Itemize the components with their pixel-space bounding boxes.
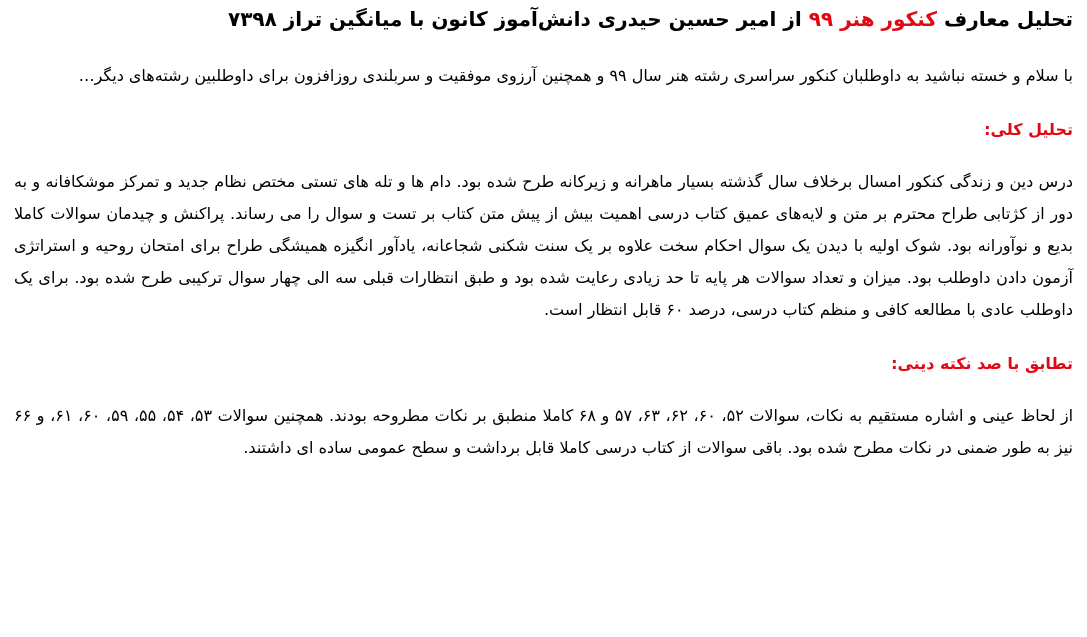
title-part2: از امیر حسین حیدری دانش‌آموز کانون با میانگین تراز ۷۳۹۸	[227, 7, 809, 31]
match-paragraph: از لحاظ عینی و اشاره مستقیم به نکات، سوالات ۵۲، ۶۰، ۶۲، ۶۳، ۵۷ و ۶۸ کاملا منطبق بر نکات مطروحه بودند. همچنین سوالات ۵۳، ۵۴، ۵۵، ۵۹، ۶۰، ۶۱، و ۶۶ نیز به طور ضمنی در نکات مطرح شده بود. باقی سوالات از کتاب درسی کاملا قابل برداشت و سطح عمومی ساده ای داشتند.	[14, 406, 1074, 457]
title-part1: تحلیل معارف	[937, 7, 1073, 31]
section-heading-match: تطابق با صد نکته دینی:	[891, 354, 1073, 373]
intro-paragraph: با سلام و خسته نباشید به داوطلبان کنکور سراسری رشته هنر سال ۹۹ و همچنین آرزوی موفقیت و سربلندی روزافزون برای داوطلبین رشته‌های دیگر…	[78, 66, 1073, 85]
page-title	[14, 4, 1073, 34]
overall-analysis-paragraph: درس دین و زندگی کنکور امسال برخلاف سال گذشته بسیار ماهرانه و زیرکانه طرح شده بود. دام ها و تله های تستی مختص نظام جدید و تمرکز موشکافانه و به دور از کژتابی طراح محترم بر متن و لایه‌های عمیق کتاب درسی اهمیت بیش از پیش متن کتاب بر تست و سوال را می رساند. پراکنش و چیدمان سوالات کاملا بدیع و نوآورانه بود. شوک اولیه با دیدن یک سوال احکام سخت علاوه بر یک سنت شکنی شجاعانه، یادآور انگیزه همیشگی طراح برای امتحان روحیه و استراتژی آزمون دادن داوطلب بود. میزان و تعداد سوالات هر پایه تا حد زیادی رعایت شده بود و طبق انتظارات قبلی سه الی چهار سوال ترکیبی طرح شده بود. برای یک داوطلب عادی با مطالعه کافی و منظم کتاب درسی، درصد ۶۰ قابل انتظار است.	[14, 172, 1073, 319]
section-heading-overall-analysis: تحلیل کلی:	[984, 120, 1073, 139]
title-highlight: کنکور هنر ۹۹	[808, 7, 938, 31]
